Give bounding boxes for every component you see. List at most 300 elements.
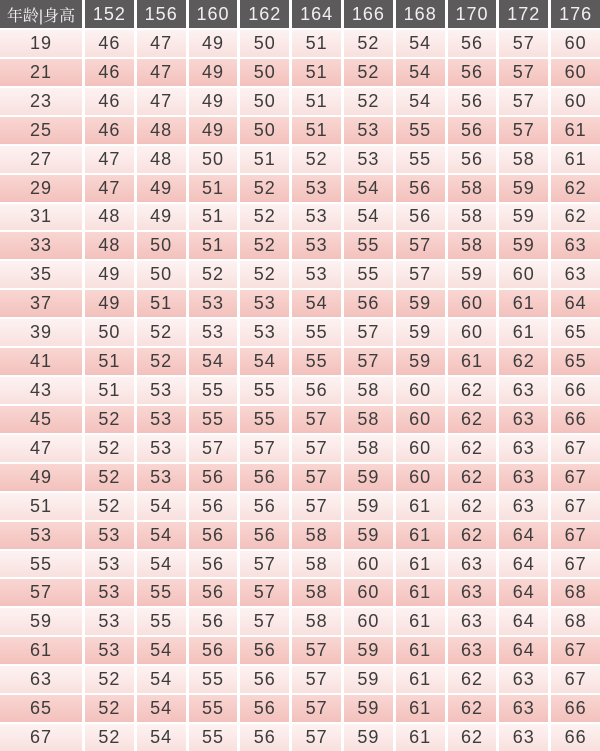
value-cell: 60 <box>448 319 497 346</box>
value-cell: 54 <box>344 204 393 231</box>
value-cell: 57 <box>292 493 341 520</box>
value-cell: 54 <box>396 30 445 57</box>
value-cell: 57 <box>240 608 289 635</box>
value-cell: 58 <box>292 579 341 606</box>
value-cell: 48 <box>85 232 134 259</box>
value-cell: 53 <box>137 464 186 491</box>
value-cell: 58 <box>448 204 497 231</box>
header-cell: 176 <box>551 0 600 28</box>
value-cell: 53 <box>292 175 341 202</box>
value-cell: 67 <box>551 522 600 549</box>
value-cell: 59 <box>344 637 393 664</box>
table-row <box>0 319 600 346</box>
value-cell: 57 <box>499 117 548 144</box>
value-cell: 52 <box>344 59 393 86</box>
value-cell: 61 <box>396 551 445 578</box>
value-cell: 58 <box>344 377 393 404</box>
value-cell: 57 <box>499 30 548 57</box>
value-cell: 63 <box>499 724 548 751</box>
age-cell: 59 <box>0 608 82 635</box>
header-cell: 164 <box>292 0 341 28</box>
value-cell: 47 <box>137 59 186 86</box>
value-cell: 57 <box>344 319 393 346</box>
value-cell: 57 <box>189 435 238 462</box>
value-cell: 57 <box>292 666 341 693</box>
value-cell: 63 <box>499 493 548 520</box>
value-cell: 62 <box>448 724 497 751</box>
value-cell: 55 <box>137 608 186 635</box>
value-cell: 55 <box>189 724 238 751</box>
value-cell: 53 <box>137 377 186 404</box>
value-cell: 59 <box>396 319 445 346</box>
value-cell: 61 <box>499 319 548 346</box>
value-cell: 50 <box>240 30 289 57</box>
value-cell: 52 <box>137 319 186 346</box>
value-cell: 63 <box>499 666 548 693</box>
value-cell: 61 <box>396 666 445 693</box>
value-cell: 54 <box>189 348 238 375</box>
value-cell: 58 <box>292 551 341 578</box>
value-cell: 53 <box>344 117 393 144</box>
header-cell: 156 <box>137 0 186 28</box>
value-cell: 52 <box>292 146 341 173</box>
value-cell: 61 <box>551 146 600 173</box>
value-cell: 60 <box>344 579 393 606</box>
value-cell: 58 <box>499 146 548 173</box>
value-cell: 51 <box>85 377 134 404</box>
value-cell: 63 <box>551 261 600 288</box>
value-cell: 66 <box>551 724 600 751</box>
value-cell: 52 <box>85 493 134 520</box>
value-cell: 63 <box>448 551 497 578</box>
value-cell: 60 <box>396 435 445 462</box>
value-cell: 59 <box>396 290 445 317</box>
table-row <box>0 724 600 751</box>
age-cell: 65 <box>0 695 82 722</box>
value-cell: 51 <box>189 204 238 231</box>
header-cell: 172 <box>499 0 548 28</box>
table-row <box>0 666 600 693</box>
value-cell: 60 <box>396 377 445 404</box>
value-cell: 48 <box>85 204 134 231</box>
table-row <box>0 59 600 86</box>
table-row <box>0 348 600 375</box>
value-cell: 56 <box>189 608 238 635</box>
value-cell: 51 <box>189 175 238 202</box>
value-cell: 62 <box>551 175 600 202</box>
value-cell: 57 <box>344 348 393 375</box>
value-cell: 47 <box>85 146 134 173</box>
value-cell: 62 <box>551 204 600 231</box>
table-row <box>0 146 600 173</box>
value-cell: 65 <box>551 319 600 346</box>
age-cell: 37 <box>0 290 82 317</box>
value-cell: 55 <box>292 319 341 346</box>
value-cell: 59 <box>499 175 548 202</box>
table-row <box>0 88 600 115</box>
value-cell: 55 <box>344 261 393 288</box>
value-cell: 60 <box>499 261 548 288</box>
age-cell: 31 <box>0 204 82 231</box>
value-cell: 54 <box>137 724 186 751</box>
age-cell: 35 <box>0 261 82 288</box>
value-cell: 50 <box>85 319 134 346</box>
value-cell: 55 <box>396 146 445 173</box>
value-cell: 48 <box>137 117 186 144</box>
value-cell: 52 <box>344 88 393 115</box>
value-cell: 57 <box>240 551 289 578</box>
age-cell: 47 <box>0 435 82 462</box>
value-cell: 51 <box>85 348 134 375</box>
value-cell: 51 <box>292 30 341 57</box>
table-row <box>0 377 600 404</box>
value-cell: 49 <box>189 30 238 57</box>
value-cell: 62 <box>448 666 497 693</box>
value-cell: 67 <box>551 493 600 520</box>
value-cell: 57 <box>292 724 341 751</box>
value-cell: 62 <box>448 695 497 722</box>
value-cell: 58 <box>344 406 393 433</box>
value-cell: 52 <box>85 406 134 433</box>
value-cell: 62 <box>499 348 548 375</box>
value-cell: 49 <box>189 88 238 115</box>
value-cell: 47 <box>137 30 186 57</box>
value-cell: 54 <box>137 522 186 549</box>
value-cell: 56 <box>189 464 238 491</box>
header-cell: 152 <box>85 0 134 28</box>
table-row <box>0 493 600 520</box>
value-cell: 52 <box>240 175 289 202</box>
value-cell: 46 <box>85 117 134 144</box>
age-cell: 27 <box>0 146 82 173</box>
value-cell: 53 <box>85 551 134 578</box>
table-row <box>0 175 600 202</box>
value-cell: 68 <box>551 579 600 606</box>
value-cell: 52 <box>85 724 134 751</box>
value-cell: 61 <box>396 579 445 606</box>
value-cell: 52 <box>85 666 134 693</box>
value-cell: 57 <box>240 435 289 462</box>
age-cell: 67 <box>0 724 82 751</box>
value-cell: 63 <box>448 608 497 635</box>
value-cell: 56 <box>292 377 341 404</box>
value-cell: 61 <box>396 608 445 635</box>
value-cell: 55 <box>189 406 238 433</box>
value-cell: 49 <box>137 204 186 231</box>
age-cell: 25 <box>0 117 82 144</box>
table-row <box>0 406 600 433</box>
value-cell: 54 <box>137 637 186 664</box>
value-cell: 62 <box>448 522 497 549</box>
value-cell: 52 <box>189 261 238 288</box>
value-cell: 63 <box>499 377 548 404</box>
header-cell: 168 <box>396 0 445 28</box>
table-row <box>0 204 600 231</box>
value-cell: 56 <box>189 493 238 520</box>
value-cell: 56 <box>448 59 497 86</box>
value-cell: 60 <box>551 59 600 86</box>
table-row <box>0 232 600 259</box>
value-cell: 56 <box>189 637 238 664</box>
value-cell: 59 <box>448 261 497 288</box>
value-cell: 60 <box>344 608 393 635</box>
value-cell: 67 <box>551 435 600 462</box>
value-cell: 48 <box>137 146 186 173</box>
age-cell: 53 <box>0 522 82 549</box>
value-cell: 61 <box>499 290 548 317</box>
value-cell: 54 <box>137 493 186 520</box>
table-row <box>0 608 600 635</box>
value-cell: 57 <box>292 637 341 664</box>
value-cell: 57 <box>292 406 341 433</box>
value-cell: 61 <box>396 522 445 549</box>
corner-header-cell: 年龄|身高 <box>0 0 82 28</box>
value-cell: 55 <box>189 377 238 404</box>
value-cell: 54 <box>137 695 186 722</box>
value-cell: 63 <box>499 406 548 433</box>
value-cell: 47 <box>85 175 134 202</box>
value-cell: 61 <box>396 637 445 664</box>
value-cell: 63 <box>499 695 548 722</box>
value-cell: 53 <box>292 261 341 288</box>
value-cell: 60 <box>551 88 600 115</box>
value-cell: 58 <box>292 608 341 635</box>
value-cell: 54 <box>137 666 186 693</box>
value-cell: 54 <box>240 348 289 375</box>
value-cell: 54 <box>396 59 445 86</box>
value-cell: 50 <box>240 59 289 86</box>
age-cell: 21 <box>0 59 82 86</box>
value-cell: 63 <box>499 435 548 462</box>
value-cell: 62 <box>448 377 497 404</box>
value-cell: 46 <box>85 30 134 57</box>
value-cell: 66 <box>551 406 600 433</box>
age-cell: 29 <box>0 175 82 202</box>
value-cell: 49 <box>85 290 134 317</box>
table-row <box>0 435 600 462</box>
value-cell: 47 <box>137 88 186 115</box>
value-cell: 66 <box>551 377 600 404</box>
value-cell: 61 <box>396 695 445 722</box>
value-cell: 56 <box>189 522 238 549</box>
value-cell: 50 <box>240 88 289 115</box>
table-row <box>0 117 600 144</box>
value-cell: 59 <box>344 522 393 549</box>
value-cell: 57 <box>292 464 341 491</box>
value-cell: 59 <box>344 724 393 751</box>
value-cell: 53 <box>240 290 289 317</box>
value-cell: 63 <box>448 579 497 606</box>
value-cell: 55 <box>240 406 289 433</box>
value-cell: 64 <box>499 579 548 606</box>
value-cell: 58 <box>448 232 497 259</box>
value-cell: 49 <box>189 59 238 86</box>
value-cell: 59 <box>396 348 445 375</box>
value-cell: 55 <box>137 579 186 606</box>
value-cell: 53 <box>85 608 134 635</box>
age-cell: 51 <box>0 493 82 520</box>
age-cell: 41 <box>0 348 82 375</box>
value-cell: 55 <box>189 695 238 722</box>
value-cell: 61 <box>448 348 497 375</box>
value-cell: 56 <box>448 146 497 173</box>
value-cell: 66 <box>551 695 600 722</box>
value-cell: 59 <box>344 666 393 693</box>
value-cell: 52 <box>344 30 393 57</box>
value-cell: 56 <box>344 290 393 317</box>
age-cell: 49 <box>0 464 82 491</box>
value-cell: 50 <box>137 232 186 259</box>
value-cell: 55 <box>240 377 289 404</box>
table-row <box>0 695 600 722</box>
age-cell: 33 <box>0 232 82 259</box>
value-cell: 63 <box>551 232 600 259</box>
value-cell: 52 <box>137 348 186 375</box>
value-cell: 56 <box>189 551 238 578</box>
value-cell: 53 <box>85 579 134 606</box>
value-cell: 51 <box>292 88 341 115</box>
age-cell: 55 <box>0 551 82 578</box>
value-cell: 49 <box>85 261 134 288</box>
value-cell: 64 <box>551 290 600 317</box>
value-cell: 51 <box>292 59 341 86</box>
age-cell: 23 <box>0 88 82 115</box>
value-cell: 64 <box>499 608 548 635</box>
value-cell: 56 <box>240 666 289 693</box>
value-cell: 46 <box>85 88 134 115</box>
value-cell: 56 <box>396 175 445 202</box>
value-cell: 56 <box>240 724 289 751</box>
value-cell: 53 <box>85 637 134 664</box>
value-cell: 58 <box>292 522 341 549</box>
value-cell: 62 <box>448 493 497 520</box>
value-cell: 53 <box>292 232 341 259</box>
value-cell: 56 <box>240 464 289 491</box>
table-row <box>0 551 600 578</box>
value-cell: 54 <box>137 551 186 578</box>
value-cell: 64 <box>499 551 548 578</box>
value-cell: 62 <box>448 406 497 433</box>
age-cell: 61 <box>0 637 82 664</box>
value-cell: 65 <box>551 348 600 375</box>
age-cell: 45 <box>0 406 82 433</box>
value-cell: 59 <box>499 204 548 231</box>
value-cell: 61 <box>551 117 600 144</box>
value-cell: 56 <box>448 88 497 115</box>
table-row <box>0 522 600 549</box>
value-cell: 56 <box>396 204 445 231</box>
value-cell: 52 <box>85 464 134 491</box>
value-cell: 52 <box>240 261 289 288</box>
value-cell: 67 <box>551 464 600 491</box>
value-cell: 53 <box>137 406 186 433</box>
value-cell: 57 <box>499 88 548 115</box>
age-cell: 57 <box>0 579 82 606</box>
age-cell: 39 <box>0 319 82 346</box>
value-cell: 51 <box>137 290 186 317</box>
value-cell: 57 <box>396 232 445 259</box>
value-cell: 58 <box>448 175 497 202</box>
value-cell: 53 <box>189 290 238 317</box>
value-cell: 55 <box>189 666 238 693</box>
value-cell: 59 <box>499 232 548 259</box>
header-cell: 170 <box>448 0 497 28</box>
value-cell: 63 <box>448 637 497 664</box>
age-cell: 43 <box>0 377 82 404</box>
value-cell: 59 <box>344 695 393 722</box>
value-cell: 51 <box>292 117 341 144</box>
value-cell: 53 <box>240 319 289 346</box>
value-cell: 56 <box>240 522 289 549</box>
value-cell: 49 <box>137 175 186 202</box>
value-cell: 61 <box>396 493 445 520</box>
value-cell: 58 <box>344 435 393 462</box>
value-cell: 56 <box>189 579 238 606</box>
value-cell: 52 <box>85 695 134 722</box>
header-cell: 160 <box>189 0 238 28</box>
value-cell: 53 <box>292 204 341 231</box>
value-cell: 57 <box>240 579 289 606</box>
value-cell: 60 <box>448 290 497 317</box>
value-cell: 55 <box>396 117 445 144</box>
value-cell: 52 <box>240 204 289 231</box>
value-cell: 51 <box>240 146 289 173</box>
value-cell: 51 <box>189 232 238 259</box>
table-row <box>0 579 600 606</box>
value-cell: 62 <box>448 464 497 491</box>
value-cell: 57 <box>499 59 548 86</box>
value-cell: 60 <box>344 551 393 578</box>
value-cell: 56 <box>448 30 497 57</box>
value-cell: 49 <box>189 117 238 144</box>
value-cell: 68 <box>551 608 600 635</box>
value-cell: 57 <box>396 261 445 288</box>
value-cell: 60 <box>396 464 445 491</box>
value-cell: 57 <box>292 435 341 462</box>
age-cell: 19 <box>0 30 82 57</box>
age-cell: 63 <box>0 666 82 693</box>
value-cell: 60 <box>396 406 445 433</box>
value-cell: 52 <box>85 435 134 462</box>
value-cell: 56 <box>240 637 289 664</box>
value-cell: 67 <box>551 551 600 578</box>
value-cell: 67 <box>551 637 600 664</box>
value-cell: 52 <box>240 232 289 259</box>
header-cell: 166 <box>344 0 393 28</box>
table-row <box>0 464 600 491</box>
value-cell: 50 <box>137 261 186 288</box>
value-cell: 50 <box>240 117 289 144</box>
table-row <box>0 637 600 664</box>
value-cell: 64 <box>499 637 548 664</box>
value-cell: 61 <box>396 724 445 751</box>
table-row <box>0 30 600 57</box>
value-cell: 54 <box>292 290 341 317</box>
value-cell: 46 <box>85 59 134 86</box>
value-cell: 64 <box>499 522 548 549</box>
value-cell: 50 <box>189 146 238 173</box>
header-row <box>0 0 600 28</box>
value-cell: 63 <box>499 464 548 491</box>
table-row <box>0 290 600 317</box>
value-cell: 53 <box>189 319 238 346</box>
value-cell: 55 <box>344 232 393 259</box>
header-cell: 162 <box>240 0 289 28</box>
value-cell: 56 <box>240 493 289 520</box>
table-row <box>0 261 600 288</box>
value-cell: 59 <box>344 464 393 491</box>
value-cell: 56 <box>448 117 497 144</box>
